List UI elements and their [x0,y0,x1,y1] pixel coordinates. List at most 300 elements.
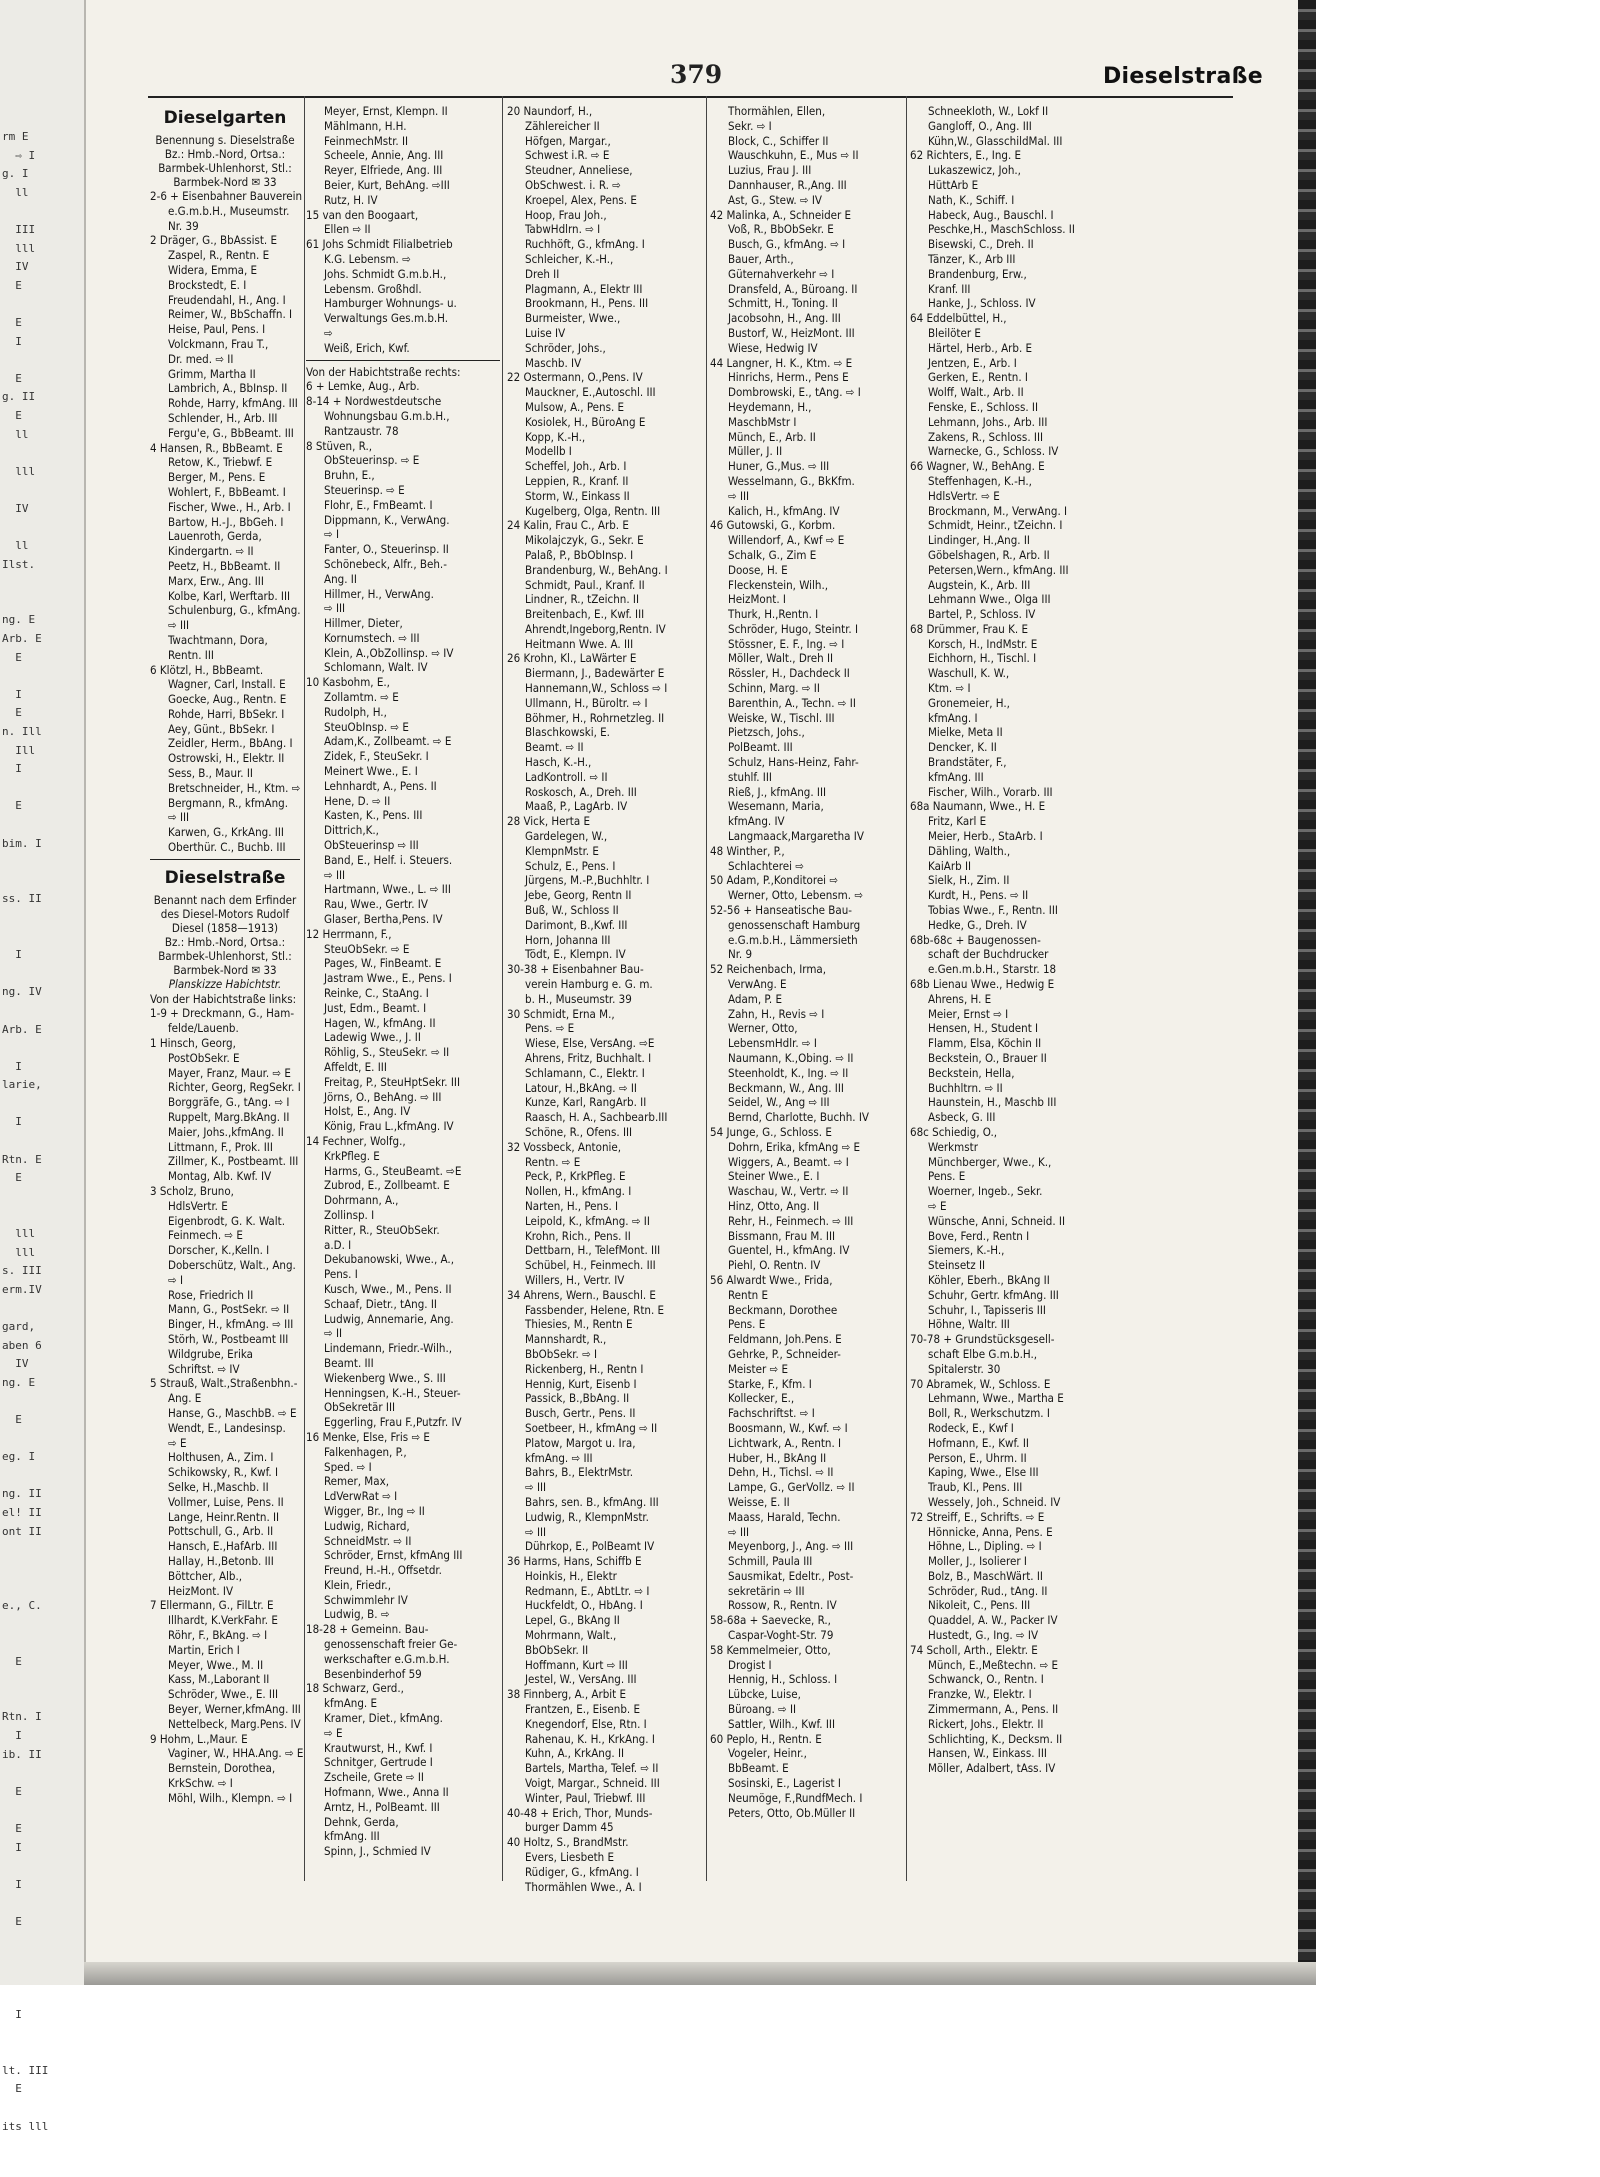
directory-entry: Schröder, Rud., tAng. II [928,1583,1048,1598]
directory-entry: Habeck, Aug., Bauschl. I [928,207,1054,222]
directory-entry: Hinrichs, Herm., Pens E [728,370,849,385]
directory-entry: kfmAng. I [928,710,978,725]
directory-entry: Ahrens, H. E [928,991,992,1006]
directory-entry: Dohrmann, A., [324,1193,399,1208]
directory-entry: Rickert, Johs., Elektr. II [928,1716,1044,1731]
scan-bottom-edge [84,1962,1316,1985]
directory-entry: Reyer, Elfriede, Ang. III [324,163,443,178]
directory-entry: 18 Schwarz, Gerd., [306,1681,404,1696]
directory-entry: Evers, Liesbeth E [525,1850,615,1865]
directory-entry: Gronemeier, H., [928,695,1010,710]
directory-entry: Ritter, R., SteuObSekr. [324,1222,440,1237]
directory-entry: Zakens, R., Schloss. III [928,429,1044,444]
directory-entry: Martin, Erich I [168,1642,240,1657]
directory-entry: Oberthür. C., Buchb. III [168,840,286,855]
directory-entry: Eichhorn, H., Tischl. I [928,651,1037,666]
directory-entry: Waschull, K. W., [928,666,1010,681]
directory-entry: Borggräfe, G., tAng. ⇨ I [168,1095,290,1110]
directory-entry: Brandstäter, F., [928,755,1007,770]
directory-entry: Jürgens, M.-P.,Buchhltr. I [525,873,650,888]
directory-entry: genossenschaft freier Ge- [324,1637,458,1652]
directory-entry: Narten, H., Pens. I [525,1198,619,1213]
directory-entry: 56 Alwardt Wwe., Frida, [710,1272,833,1287]
scan-edge [1298,0,1316,1985]
directory-entry: ⇨ III [324,867,346,882]
directory-entry: Sattler, Wilh., Kwf. III [728,1716,835,1731]
directory-entry: Schinn, Marg. ⇨ II [728,681,820,696]
directory-entry: Brockmann, M., VerwAng. I [928,503,1068,518]
directory-entry: Siemers, K.-H., [928,1243,1005,1258]
directory-entry: LdVerwRat ⇨ I [324,1489,398,1504]
directory-entry: e.Gen.m.b.H., Starstr. 18 [928,962,1057,977]
directory-entry: Krautwurst, H., Kwf. I [324,1740,433,1755]
directory-entry: BbObSekr. II [525,1642,589,1657]
directory-entry: BbObSekr. ⇨ I [525,1346,598,1361]
directory-entry: Holst, E., Ang. IV [324,1104,411,1119]
directory-entry: Kusch, Wwe., M., Pens. II [324,1281,452,1296]
directory-entry: Dohrn, Erika, kfmAng ⇨ E [728,1139,861,1154]
directory-entry: Wiekenberg Wwe., S. III [324,1370,446,1385]
directory-entry: Schwest i.R. ⇨ E [525,148,610,163]
street-note: Benennung s. Dieselstraße [155,133,295,147]
directory-entry: LebensmHdlr. ⇨ I [728,1036,817,1051]
directory-entry: Höhne, Waltr. III [928,1317,1010,1332]
directory-entry: Harms, G., SteuBeamt. ⇨E [324,1163,462,1178]
directory-entry: 68b Lienau Wwe., Hedwig E [910,977,1055,992]
directory-entry: Münchberger, Wwe., K., [928,1154,1052,1169]
directory-entry: Rentn E [728,1287,769,1302]
directory-entry: schaft der Buchdrucker [928,947,1049,962]
directory-entry: Volckmann, Frau T., [168,336,269,351]
directory-entry: ObSteuerinsp ⇨ III [324,838,419,853]
directory-entry: Mohrmann, Walt., [525,1628,617,1643]
directory-entry: Tänzer, K., Arb III [928,251,1016,266]
directory-entry: 6 Klötzl, H., BbBeamt. [150,662,264,677]
street-note: des Diesel-Motors Rudolf [160,906,290,921]
directory-entry: Scheffel, Joh., Arb. I [525,459,627,474]
directory-entry: ⇨ E [168,1435,187,1450]
directory-entry: Zimmermann, A., Pens. II [928,1702,1059,1717]
directory-entry: Feldmann, Joh.Pens. E [728,1332,842,1347]
directory-entry: Peters, Otto, Ob.Müller II [728,1805,856,1820]
directory-entry: Schwimmlehr IV [324,1592,408,1607]
directory-entry: Rodeck, E., Kwf I [928,1420,1014,1435]
directory-entry: kfmAng. ⇨ III [525,1450,593,1465]
directory-entry: Thurk, H.,Rentn. I [728,607,819,622]
directory-entry: Hustedt, G., Ing. ⇨ IV [928,1628,1039,1643]
directory-entry: Kramer, Diet., kfmAng. [324,1711,443,1726]
directory-entry: ⇨ III [525,1480,547,1495]
directory-entry: Hinz, Otto, Ang. II [728,1198,820,1213]
directory-entry: Biermann, J., Badewärter E [525,666,665,681]
directory-entry: Hofmann, E., Kwf. II [928,1435,1029,1450]
directory-entry: 12 Herrmann, F., [306,926,392,941]
directory-entry: Steinsetz II [928,1258,986,1273]
directory-entry: 52-56 + Hanseatische Bau- [710,903,853,918]
directory-entry: Mayer, Franz, Maur. ⇨ E [168,1065,291,1080]
directory-entry: Holthusen, A., Zim. I [168,1450,274,1465]
directory-entry: Caspar-Voght-Str. 79 [728,1628,834,1643]
directory-entry: Bauer, Arth., [728,251,794,266]
directory-entry: Fenske, E., Schloss. II [928,399,1039,414]
directory-entry: Glaser, Bertha,Pens. IV [324,912,443,927]
directory-entry: Warnecke, G., Schloss. IV [928,444,1059,459]
directory-entry: Böttcher, Alb., [168,1568,243,1583]
directory-entry: Kranf. III [928,281,971,296]
directory-entry: Nettelbeck, Marg.Pens. IV [168,1716,301,1731]
directory-entry: e.G.m.b.H., Lämmersieth [728,932,858,947]
directory-entry: Tobias Wwe., F., Rentn. III [928,903,1058,918]
directory-entry: Schuhr, I., Tapisseris III [928,1302,1046,1317]
directory-entry: Zahn, H., Revis ⇨ I [728,1006,825,1021]
directory-entry: Lebensm. Großhdl. [324,281,422,296]
directory-entry: Brandenburg, W., BehAng. I [525,562,668,577]
directory-entry: Wiese, Hedwig IV [728,340,818,355]
directory-entry: 6 + Lemke, Aug., Arb. [306,379,420,394]
directory-entry: Ruchhöft, G., kfmAng. I [525,237,645,252]
directory-entry: Franzke, W., Elektr. I [928,1687,1032,1702]
directory-entry: Luise IV [525,325,566,340]
directory-entry: 8-14 + Nordwestdeutsche [306,394,442,409]
directory-entry: Retow, K., Triebwf. E [168,455,273,470]
directory-entry: Werkmstr [928,1139,978,1154]
directory-entry: sekretärin ⇨ III [728,1583,805,1598]
directory-entry: Wohlert, F., BbBeamt. I [168,484,286,499]
directory-entry: Bruhn, E., [324,468,375,483]
directory-entry: Hennig, H., Schloss. I [728,1672,838,1687]
directory-entry: Schmill, Paula III [728,1554,813,1569]
directory-column-1 [150,104,304,1884]
directory-entry: 4 Hansen, R., BbBeamt. E [150,440,283,455]
directory-entry: 14 Fechner, Wolfg., [306,1133,406,1148]
directory-entry: Sped. ⇨ I [324,1459,372,1474]
directory-entry: Eigenbrodt, G. K. Walt. [168,1213,285,1228]
street-note: Barmbek-Uhlenhorst, Stl.: [158,948,292,963]
directory-entry: Huber, H., BkAng II [728,1450,827,1465]
directory-entry: Schneekloth, W., Lokf II [928,104,1049,118]
directory-entry: ⇨ I [324,527,340,542]
directory-entry: Rentn. ⇨ E [525,1154,581,1169]
directory-entry: Klein, A.,ObZollinsp. ⇨ IV [324,645,454,660]
directory-entry: Wildgrube, Erika [168,1346,253,1361]
directory-entry: HüttArb E [928,177,979,192]
directory-entry: HeizMont. IV [168,1583,234,1598]
directory-entry: Dransfeld, A., Büroang. II [728,281,858,296]
directory-entry: Härtel, Herb., Arb. E [928,340,1033,355]
directory-entry: Busch, Gertr., Pens. II [525,1406,636,1421]
directory-entry: Berger, M., Pens. E [168,470,266,485]
directory-entry: Roskosch, A., Dreh. III [525,784,637,799]
directory-entry: Möller, Adalbert, tAss. IV [928,1761,1056,1776]
directory-entry: Dombrowski, E., tAng. ⇨ I [728,385,861,400]
directory-entry: b. H., Museumstr. 39 [525,991,632,1006]
directory-entry: Schübel, H., Feinmech. III [525,1258,656,1273]
directory-entry: Starke, F., Kfm. I [728,1376,812,1391]
directory-entry: Nr. 9 [728,947,753,962]
directory-entry: Woerner, Ingeb., Sekr. [928,1184,1043,1199]
directory-entry: 22 Ostermann, O.,Pens. IV [507,370,643,385]
directory-entry: Huckfeldt, O., HbAng. I [525,1598,643,1613]
directory-entry: Heitmann Wwe. A. III [525,636,634,651]
directory-entry: Dekubanowski, Wwe., A., [324,1252,454,1267]
directory-entry: Jacobsohn, H., Ang. III [728,311,841,326]
directory-entry: kfmAng. IV [728,814,785,829]
directory-entry: kfmAng. III [928,769,984,784]
directory-entry: HeizMont. I [728,592,786,607]
directory-entry: Hasch, K.-H., [525,755,592,770]
directory-entry: Meyer, Wwe., M. II [168,1657,264,1672]
directory-entry: Schuhr, Gertr. kfmAng. III [928,1287,1059,1302]
directory-entry: Weiß, Erich, Kwf. [324,340,410,355]
directory-entry: 46 Gutowski, G., Korbm. [710,518,836,533]
adjacent-page-text: rm E ⇨ I g. I ll III lll IV E E I E g. II E ll lll IV ll Ilst. ng. E Arb. E E I E n. Ill Ill I E bim. I ss. II I ng. IV Arb. E I larie, I Rtn. E E lll lll s. III erm.IV gard, aben 6 IV ng. E E eg. I ng. II el! II ont II e., C. E Rtn. I I ib. II E E I I E I lt. III E its lll [2,130,49,2133]
directory-column-5 [910,104,1100,1884]
directory-entry: Steiner Wwe., E. I [728,1169,820,1184]
directory-entry: Rantzaustr. 78 [324,423,399,438]
directory-entry: Just, Edm., Beamt. I [324,1000,427,1015]
directory-entry: Thiesies, M., Rentn E [525,1317,633,1332]
directory-entry: stuhlf. III [728,769,772,784]
directory-entry: Kopp, K.-H., [525,429,586,444]
directory-entry: Brandenburg, Erw., [928,266,1027,281]
directory-entry: Ladewig Wwe., J. II [324,1030,421,1045]
directory-entry: Schmidt, Heinr., tZeichn. I [928,518,1063,533]
directory-entry: 68a Naumann, Wwe., H. E [910,799,1046,814]
directory-entry: Drogist I [728,1657,772,1672]
directory-entry: Hoinkis, H., Elektr [525,1568,617,1583]
directory-entry: Hönnicke, Anna, Pens. E [928,1524,1053,1539]
directory-entry: Adam, P. E [728,991,782,1006]
directory-entry: 72 Streiff, E., Schrifts. ⇨ E [910,1509,1045,1524]
directory-entry: Block, C., Schiffer II [728,133,829,148]
directory-entry: Klein, Friedr., [324,1577,391,1592]
directory-entry: Band, E., Helf. i. Steuers. [324,852,453,867]
directory-entry: Thormählen, Ellen, [728,104,826,118]
directory-entry: Wendt, E., Landesinsp. [168,1420,286,1435]
directory-entry: Hansch, E.,HafArb. III [168,1539,278,1554]
directory-entry: KlempnMstr. E [525,843,599,858]
directory-entry: Schaaf, Dietr., tAng. II [324,1296,437,1311]
directory-entry: Dreh II [525,266,560,281]
directory-entry: Rüdiger, G., kfmAng. I [525,1864,639,1879]
directory-entry: Henningsen, K.-H., Steuer- [324,1385,461,1400]
directory-entry: Sekr. ⇨ I [728,118,772,133]
directory-entry: ObSteuerinsp. ⇨ E [324,453,420,468]
directory-entry: Person, E., Uhrm. II [928,1450,1027,1465]
directory-entry: Kalich, H., kfmAng. IV [728,503,840,518]
directory-entry: Lange, Heinr.Rentn. II [168,1509,280,1524]
directory-entry: Lampe, G., GerVollz. ⇨ II [728,1480,855,1495]
directory-entry: Rose, Friedrich II [168,1287,254,1302]
directory-entry: Wessely, Joh., Schneid. IV [928,1494,1061,1509]
directory-entry: Nath, K., Schiff. I [928,192,1015,207]
directory-entry: Hillmer, Dieter, [324,616,403,631]
directory-entry: 2-6 + Eisenbahner Bauverein [150,189,303,203]
directory-entry: Rahenau, K. H., KrkAng. I [525,1731,655,1746]
directory-entry: Steudner, Anneliese, [525,163,633,178]
directory-entry: Höfgen, Margar., [525,133,611,148]
directory-entry: Werner, Otto, [728,1021,798,1036]
directory-entry: Kühn,W., GlasschildMal. III [928,133,1063,148]
directory-entry: 68b-68c + Baugenossen- [910,932,1041,947]
directory-entry: Lepel, G., BkAng II [525,1613,620,1628]
directory-entry: Blaschkowski, E. [525,725,610,740]
directory-entry: 34 Ahrens, Wern., Bauschl. E [507,1287,656,1302]
directory-entry: Kosiolek, H., BüroAng E [525,414,646,429]
directory-entry: Lehmann, Johs., Arb. III [928,414,1048,429]
directory-entry: Plagmann, A., Elektr III [525,281,643,296]
directory-entry: Busch, G., kfmAng. ⇨ I [728,237,846,252]
directory-entry: SteuObSekr. ⇨ E [324,941,410,956]
directory-entry: Pens. I [324,1267,358,1282]
directory-entry: Zählereicher II [525,118,600,133]
directory-entry: Ktm. ⇨ I [928,681,971,696]
directory-entry: Von der Habichtstraße rechts: [306,364,461,379]
directory-entry: Fachschriftst. ⇨ I [728,1406,815,1421]
directory-entry: Schlender, H., Arb. III [168,410,278,425]
directory-entry: Lindemann, Friedr.-Wilh., [324,1341,453,1356]
directory-entry: Ludwig, B. ⇨ [324,1607,390,1622]
directory-entry: 26 Krohn, Kl., LaWärter E [507,651,637,666]
directory-entry: Kass, M.,Laborant II [168,1672,270,1687]
directory-entry: Münch, E., Arb. II [728,429,816,444]
directory-entry: Hoop, Frau Joh., [525,207,607,222]
directory-entry: ObSchwest. i. R. ⇨ [525,177,621,192]
directory-entry: Ellen ⇨ II [324,222,371,237]
directory-entry: FeinmechMstr. II [324,133,409,148]
directory-entry: 68 Drümmer, Frau K. E [910,621,1029,636]
directory-entry: Sosinski, E., Lagerist I [728,1776,841,1791]
section-rule [150,859,300,860]
directory-entry: Wiggers, A., Beamt. ⇨ I [728,1154,849,1169]
directory-entry: 1 Hinsch, Georg, [150,1036,236,1051]
page-number: 379 [670,60,723,89]
directory-entry: Freund, H.-H., Offsetdr. [324,1563,442,1578]
directory-entry: Lübcke, Luise, [728,1687,801,1702]
directory-entry: Bove, Ferd., Rentn I [928,1228,1030,1243]
directory-entry: Gangloff, O., Ang. III [928,118,1032,133]
directory-entry: 18-28 + Gemeinn. Bau- [306,1622,429,1637]
directory-entry: Ostrowski, H., Elektr. II [168,751,285,766]
directory-entry: Petersen,Wern., kfmAng. III [928,562,1069,577]
directory-entry: Hanke, J., Schloss. IV [928,296,1036,311]
directory-entry: ⇨ [324,325,333,340]
directory-entry: Dehn, H., Tichsl. ⇨ II [728,1465,834,1480]
directory-entry: Ludwig, Annemarie, Ang. [324,1311,454,1326]
directory-entry: Hallay, H.,Betonb. III [168,1553,274,1568]
directory-entry: Hennig, Kurt, Eisenb I [525,1376,637,1391]
directory-entry: Dettbarn, H., TelefMont. III [525,1243,661,1258]
directory-entry: Jörns, O., BehAng. ⇨ III [324,1089,442,1104]
directory-entry: 64 Eddelbüttel, H., [910,311,1007,326]
directory-entry: Maass, Harald, Techn. [728,1509,841,1524]
directory-entry: Piehl, O. Rentn. IV [728,1258,821,1273]
directory-entry: Weiske, W., Tischl. III [728,710,835,725]
directory-entry: Doberschütz, Walt., Ang. [168,1258,296,1272]
directory-entry: Spinn, J., Schmied IV [324,1844,431,1859]
directory-entry: Schalk, G., Zim E [728,547,817,562]
directory-entry: Schmidt, Paul., Kranf. II [525,577,645,592]
directory-entry: Thormählen Wwe., A. I [525,1879,642,1894]
directory-entry: Langmaack,Margaretha IV [728,829,864,844]
directory-entry: Rehr, H., Feinmech. ⇨ III [728,1213,854,1228]
directory-entry: Schlachterei ⇨ [728,858,804,873]
directory-entry: ⇨ E [928,1198,947,1213]
directory-entry: Rohde, Harri, BbSekr. I [168,706,285,721]
directory-entry: 58 Kemmelmeier, Otto, [710,1642,831,1657]
directory-entry: Boosmann, W., Kwf. ⇨ I [728,1420,848,1435]
directory-entry: Heydemann, H., [728,399,812,414]
directory-entry: Schikowsky, R., Kwf. I [168,1465,279,1480]
directory-entry: 30-38 + Eisenbahner Bau- [507,962,644,977]
directory-entry: Zubrod, E., Zollbeamt. E [324,1178,450,1193]
directory-entry: Schriftst. ⇨ IV [168,1361,240,1376]
directory-entry: Voigt, Margar., Schneid. III [525,1776,660,1791]
directory-entry: VerwAng. E [728,977,787,992]
directory-entry: Asbeck, G. III [928,1110,996,1125]
directory-entry: Waschau, W., Vertr. ⇨ II [728,1184,849,1199]
directory-entry: Wagner, Carl, Install. E [168,677,286,692]
directory-entry: Sess, B., Maur. II [168,766,253,781]
directory-entry: Werner, Otto, Lebensm. ⇨ [728,888,864,903]
directory-entry: Maier, Johs.,kfmAng. II [168,1124,284,1139]
directory-entry: Redmann, E., AbtLtr. ⇨ I [525,1583,650,1598]
directory-entry: Feinmech. ⇨ E [168,1228,243,1243]
directory-entry: 40 Holtz, S., BrandMstr. [507,1835,629,1850]
directory-entry: Dencker, K. II [928,740,997,755]
directory-entry: Darimont, B.,Kwf. III [525,917,628,932]
directory-entry: Beyer, Werner,kfmAng. III [168,1701,301,1716]
directory-entry: Schöne, R., Ofens. III [525,1124,633,1139]
directory-entry: Dannhauser, R.,Ang. III [728,177,847,192]
directory-entry: BbBeamt. E [728,1761,789,1776]
directory-entry: 70-78 + Grundstücksgesell- [910,1332,1055,1347]
directory-entry: Kurdt, H., Pens. ⇨ II [928,888,1029,903]
directory-entry: Remer, Max, [324,1474,389,1489]
directory-entry: Nollen, H., kfmAng. I [525,1184,632,1199]
directory-entry: Wiese, Else, VersAng. ⇨E [525,1036,655,1051]
directory-entry: verein Hamburg e. G. m. [525,977,653,992]
directory-entry: 50 Adam, P.,Konditorei ⇨ [710,873,839,888]
directory-entry: Bartels, Martha, Telef. ⇨ II [525,1761,659,1776]
directory-entry: Ang. II [324,571,357,586]
street-note: Diesel (1858—1913) [171,920,279,935]
directory-entry: Gardelegen, W., [525,829,608,844]
directory-entry: Bisewski, C., Dreh. II [928,237,1034,252]
directory-entry: Widera, Emma, E [168,262,258,277]
directory-entry: Bahrs, B., ElektrMstr. [525,1465,634,1480]
street-note: Bz.: Hmb.-Nord, Ortsa.: [164,147,286,161]
directory-entry: 54 Junge, G., Schloss. E [710,1124,832,1139]
directory-entry: 48 Winther, P., [710,843,785,858]
directory-entry: Seidel, W., Ang ⇨ III [728,1095,830,1110]
directory-entry: Nikoleit, C., Pens. III [928,1598,1031,1613]
directory-entry: Peetz, H., BbBeamt. II [168,558,281,573]
directory-entry: Horn, Johanna III [525,932,611,947]
directory-entry: Schlamann, C., Elektr. I [525,1065,645,1080]
directory-entry: Mann, G., PostSekr. ⇨ II [168,1302,290,1317]
directory-entry: Hannemann,W., Schloss ⇨ I [525,681,668,696]
directory-entry: Schmitt, H., Toning. II [728,296,838,311]
directory-entry: Hagen, W., kfmAng. II [324,1015,436,1030]
directory-entry: Tödt, E., Klempn. IV [525,947,626,962]
directory-entry: genossenschaft Hamburg [728,917,861,932]
directory-entry: Leppien, R., Kranf. II [525,473,629,488]
directory-entry: 2 Dräger, G., BbAssist. E [150,233,278,248]
directory-entry: Dehnk, Gerda, [324,1814,399,1829]
directory-entry: Scheele, Annie, Ang. III [324,148,444,163]
directory-entry: MaschbMstr I [728,414,797,429]
